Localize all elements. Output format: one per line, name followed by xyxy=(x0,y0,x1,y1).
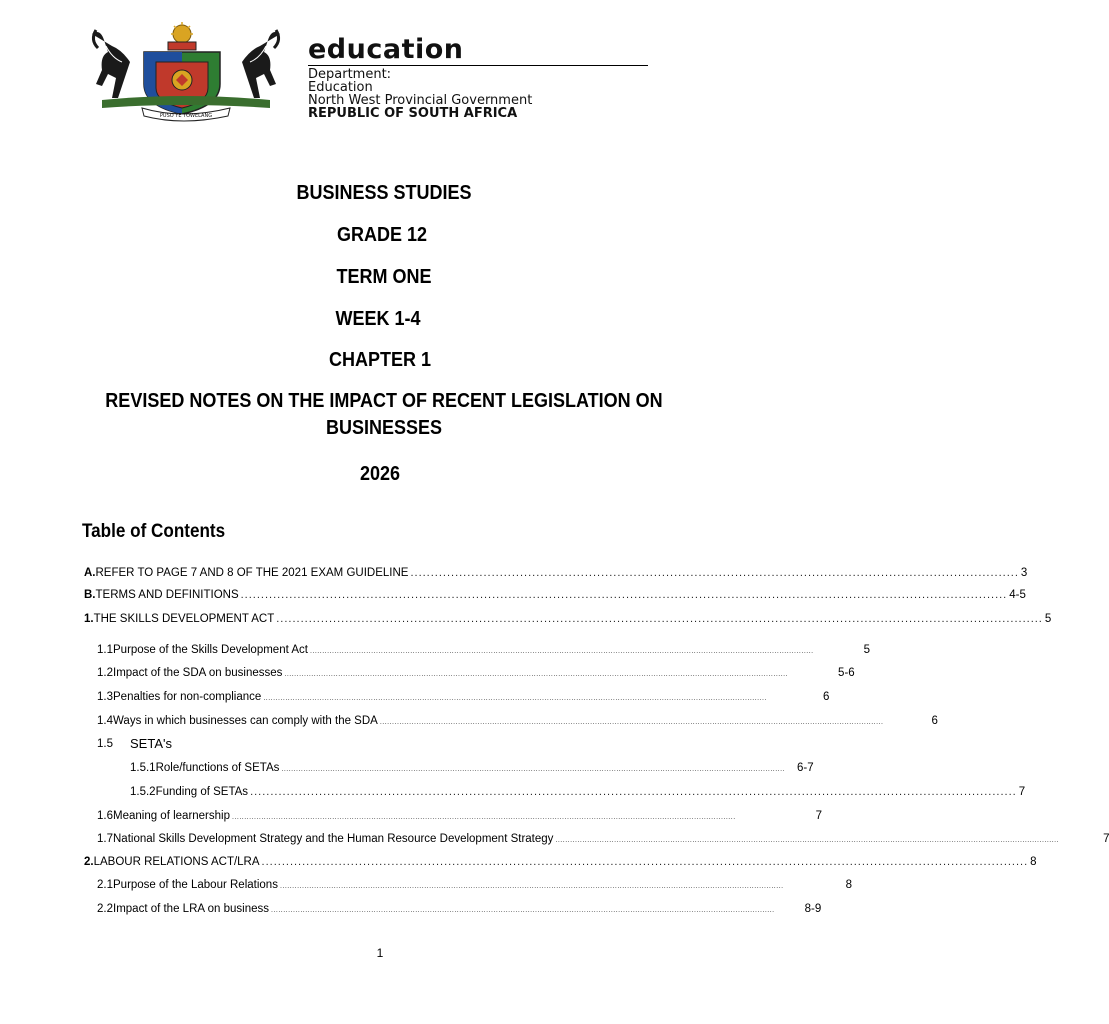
toc-leader-dots: .............................................................................................................................................................................................................. xyxy=(263,695,767,702)
toc-entry-number: 1.5.1 xyxy=(130,762,156,774)
toc-entry-page: 7 xyxy=(1103,833,1109,845)
toc-entry-title: TERMS AND DEFINITIONS xyxy=(95,589,239,601)
toc-entry-page: 7 xyxy=(1018,786,1026,798)
toc-entry-page: 7 xyxy=(815,810,823,822)
toc-entry-page: 4-5 xyxy=(1009,589,1026,601)
toc-entry-page: 8 xyxy=(845,879,852,891)
toc-entry-number: 1.5.2 xyxy=(130,786,156,798)
toc-entry-title: Funding of SETAs xyxy=(155,786,249,798)
department-line: Department: xyxy=(308,67,392,82)
department-line: North West Provincial Government xyxy=(308,93,533,108)
toc-entry-title: Impact of the SDA on businesses xyxy=(113,667,283,679)
toc-entry-page: 8 xyxy=(1030,856,1037,868)
toc-entry[interactable] xyxy=(97,830,1109,848)
toc-leader-dots: .............................................................................................................................................................................................................. xyxy=(555,837,1060,844)
document-heading-line1: REVISED NOTES ON THE IMPACT OF RECENT LEGISLATION ON xyxy=(105,390,663,412)
toc-entry-page: 6 xyxy=(931,715,938,727)
toc-leader-dots: .............................................................................................................................................................................................................. xyxy=(232,814,736,821)
toc-entry-title: Role/functions of SETAs xyxy=(155,762,280,774)
week-title: WEEK 1-4 xyxy=(335,308,421,330)
toc-entry[interactable] xyxy=(84,564,1028,582)
department-line: Education xyxy=(308,80,373,95)
department-header xyxy=(308,36,648,120)
toc-entry-page: 6-7 xyxy=(797,762,814,774)
toc-entry-number: 1.1 xyxy=(97,644,113,656)
toc-entry-title: REFER TO PAGE 7 AND 8 OF THE 2021 EXAM GUIDELINE xyxy=(95,567,409,579)
toc-entry-number: 2. xyxy=(84,856,94,868)
toc-entry[interactable] xyxy=(84,586,1026,604)
page-number: 1 xyxy=(376,946,384,960)
toc-entry-title: Penalties for non-compliance xyxy=(113,691,262,703)
toc-entry-number: A. xyxy=(84,567,96,579)
toc-entry-title: National Skills Development Strategy and the Human Resource Development Strategy xyxy=(113,833,554,845)
toc-heading: Table of Contents xyxy=(82,521,226,542)
toc-entry-page: 3 xyxy=(1020,567,1028,579)
toc-leader-dots: .............................................................................................................................................................................................................. xyxy=(309,648,814,655)
toc-entry[interactable] xyxy=(97,900,822,918)
toc-entry-page: 5-6 xyxy=(838,667,855,679)
toc-entry-number: 1.3 xyxy=(97,691,113,703)
document-heading-line2: BUSINESSES xyxy=(325,417,443,439)
toc-entry-number: 1.6 xyxy=(97,810,113,822)
department-line: REPUBLIC OF SOUTH AFRICA xyxy=(308,106,518,121)
term-title: TERM ONE xyxy=(336,266,432,288)
toc-leader-dots: .............................................................................................................................................................................................................. xyxy=(270,907,775,914)
toc-entry[interactable] xyxy=(97,735,397,753)
toc-entry[interactable] xyxy=(97,688,830,706)
toc-leader-dots: .............................................................................................................................................................................................................. xyxy=(279,883,784,890)
grade-title: GRADE 12 xyxy=(336,224,428,246)
toc-leader-dots: .............................................................................................................................................................................................................. xyxy=(281,766,786,773)
toc-entry-title: THE SKILLS DEVELOPMENT ACT xyxy=(93,613,275,625)
toc-leader-dots: ...................................................................................................................................................... xyxy=(410,567,1019,579)
toc-entry-number: 2.1 xyxy=(97,879,113,891)
toc-entry-number: B. xyxy=(84,589,96,601)
toc-entry-number: 2.2 xyxy=(97,903,113,915)
toc-entry[interactable] xyxy=(130,759,814,777)
year-title: 2026 xyxy=(359,463,401,485)
toc-leader-dots: .............................................................................................................................................................................................................. xyxy=(379,719,884,726)
toc-entry-number: 1. xyxy=(84,613,94,625)
toc-entry[interactable] xyxy=(130,783,1026,801)
toc-entry-page: 8-9 xyxy=(804,903,822,915)
toc-entry-page: 6 xyxy=(822,691,830,703)
toc-entry-title: Purpose of the Labour Relations xyxy=(113,879,278,891)
toc-entry-number: 1.5 xyxy=(97,738,113,750)
toc-entry[interactable] xyxy=(97,712,938,730)
toc-entry[interactable] xyxy=(97,641,871,659)
chapter-title: CHAPTER 1 xyxy=(328,349,432,371)
toc-leader-dots: ............................................................................................................................................................................................. xyxy=(261,856,1029,868)
toc-entry[interactable] xyxy=(97,876,852,894)
header-rule xyxy=(308,65,648,66)
subject-title: BUSINESS STUDIES xyxy=(296,182,472,204)
toc-leader-dots: .............................................................................................................................................................................................................. xyxy=(284,671,789,678)
toc-entry[interactable] xyxy=(97,807,823,825)
toc-entry-number: 1.7 xyxy=(97,833,113,845)
toc-entry[interactable] xyxy=(84,610,1052,628)
toc-entry-number: 1.4 xyxy=(97,715,113,727)
toc-entry-page: 5 xyxy=(1044,613,1052,625)
crest-motto-text: PUSO YE TOWELANG xyxy=(159,113,213,119)
toc-entry-title: Impact of the LRA on business xyxy=(113,903,269,915)
toc-entry-title: LABOUR RELATIONS ACT/LRA xyxy=(93,856,260,868)
toc-entry-page: 5 xyxy=(863,644,871,656)
toc-entry-number: 1.2 xyxy=(97,667,113,679)
toc-entry-title: SETA's xyxy=(130,736,172,751)
toc-leader-dots: ............................................................................................................................................................................................. xyxy=(240,589,1008,601)
toc-entry[interactable] xyxy=(97,664,855,682)
toc-entry-title: Meaning of learnership xyxy=(113,810,230,822)
toc-entry-title: Ways in which businesses can comply with the SDA xyxy=(113,715,378,727)
toc-leader-dots: ............................................................................................................................................................................................. xyxy=(276,613,1043,625)
coat-of-arms-logo xyxy=(82,22,290,122)
department-wordmark: education xyxy=(308,34,464,65)
toc-entry-title: Purpose of the Skills Development Act xyxy=(113,644,308,656)
toc-entry[interactable] xyxy=(84,853,1037,871)
toc-leader-dots: ............................................................................................................................................................................................. xyxy=(250,786,1017,798)
